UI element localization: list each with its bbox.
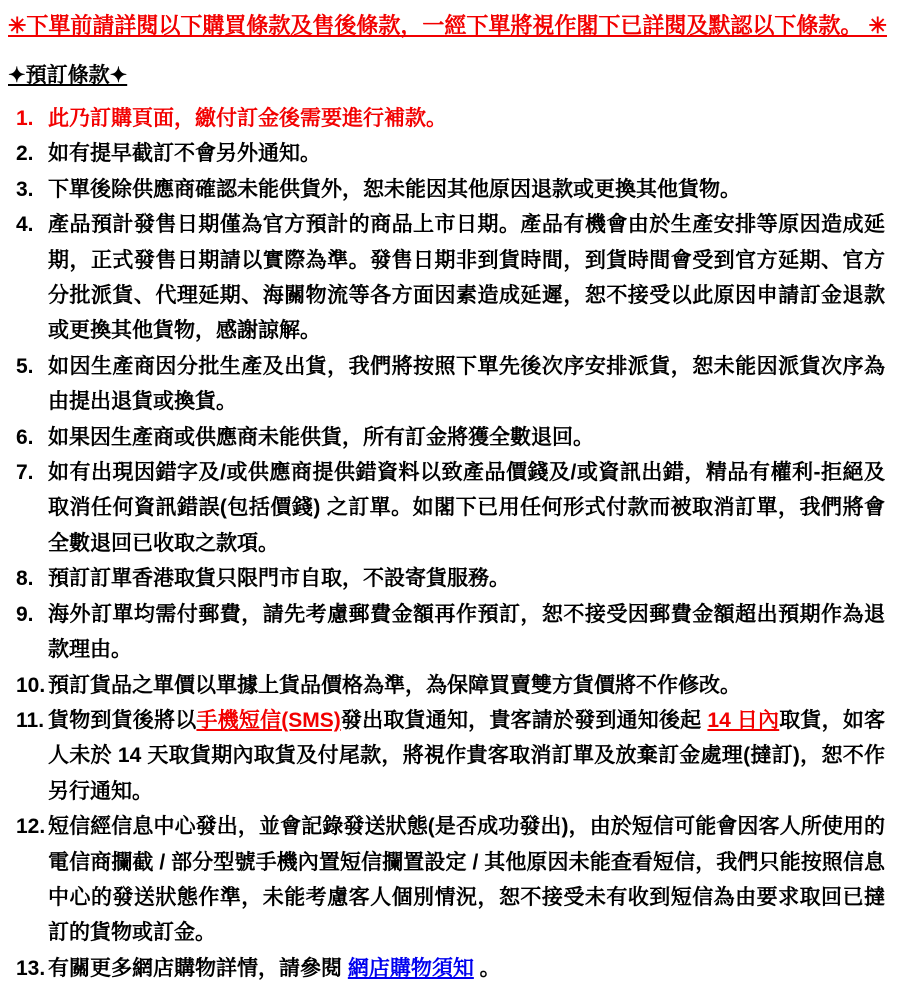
sms-notice-highlight: 手機短信(SMS) — [196, 708, 341, 732]
term-text-segment: 。 — [473, 956, 501, 980]
term-item — [8, 420, 885, 455]
term-item — [8, 809, 885, 951]
term-item-text — [48, 957, 501, 980]
term-item-number: 1. — [16, 107, 34, 130]
term-item-number: 12. — [16, 815, 46, 839]
term-item-text — [48, 709, 885, 803]
term-item-number: 2. — [16, 142, 34, 166]
term-item-text — [48, 426, 594, 449]
section-title-preorder-terms: ✦預訂條款✦ — [8, 64, 128, 87]
term-item-number: 6. — [16, 425, 34, 449]
pickup-deadline-highlight: 14 日內 — [707, 708, 780, 732]
term-item-text — [48, 461, 885, 555]
term-item-text — [48, 213, 885, 342]
term-item-text — [48, 603, 885, 661]
term-text-segment: 有關更多網店購物詳情，請參閱 — [48, 956, 348, 980]
term-item-number: 11. — [16, 708, 45, 732]
term-text-segment: 取貨，如客人未於 14 天取貨期內取貨及付尾款，將視作貴客取消訂單及放棄訂金處理(撻訂)，恕不作另行通知。 — [48, 708, 886, 803]
term-text-segment: 產品預計發售日期僅為官方預計的商品上市日期。產品有機會由於生產安排等原因造成延期，正式發售日期請以實際為準。發售日期非到貨時間，到貨時間會受到官方延期、官方分批派貨、代理延期、海關物流等各方面因素造成延遲，恕不接受以此原因申請訂金退款或更換其他貨物，感謝諒解。 — [48, 213, 885, 343]
store-shopping-notice-link[interactable]: 網店購物須知 — [347, 956, 474, 980]
term-item-text — [48, 674, 741, 697]
term-item — [8, 561, 885, 596]
term-item — [8, 349, 885, 420]
term-text-segment: 貨物到貨後將以 — [48, 708, 197, 732]
term-item-number: 8. — [16, 567, 34, 591]
term-text-segment: 下單後除供應商確認未能供貨外，恕未能因其他原因退款或更換其他貨物。 — [48, 177, 741, 201]
term-text-segment: 此乃訂購頁面，繳付訂金後需要進行補款。 — [48, 107, 447, 130]
term-item — [8, 703, 885, 809]
term-text-segment: 如果因生產商或供應商未能供貨，所有訂金將獲全數退回。 — [48, 425, 594, 449]
term-text-segment: 發出取貨通知，貴客請於發到通知後起 — [340, 708, 708, 732]
term-item — [8, 455, 885, 561]
term-item-number: 4. — [16, 213, 34, 237]
term-text-segment: 預訂貨品之單價以單據上貨品價格為準，為保障買賣雙方貨價將不作修改。 — [48, 673, 741, 697]
term-item-number: 13. — [16, 956, 46, 980]
term-item — [8, 136, 885, 171]
term-item — [8, 668, 885, 703]
term-item — [8, 951, 885, 986]
term-item-text — [48, 142, 321, 165]
term-item — [8, 597, 885, 668]
term-text-segment: 如因生產商因分批生產及出貨，我們將按照下單先後次序安排派貨，恕未能因派貨次序為由提出退貨或換貨。 — [48, 354, 885, 414]
term-item-text — [48, 107, 447, 130]
term-item-text — [48, 815, 885, 944]
term-item-text — [48, 355, 885, 413]
terms-list — [8, 101, 885, 986]
term-item-text — [48, 567, 510, 590]
term-item — [8, 207, 885, 349]
term-item — [8, 172, 885, 207]
term-text-segment: 海外訂單均需付郵費，請先考慮郵費金額再作預訂，恕不接受因郵費金額超出預期作為退款理由。 — [48, 602, 885, 662]
term-item — [8, 101, 885, 136]
term-text-segment: 預訂訂單香港取貨只限門市自取，不設寄貨服務。 — [48, 567, 510, 591]
pre-order-warning-header: ✳下單前請詳閱以下購買條款及售後條款，一經下單將視作閣下已詳閱及默認以下條款。 ✳ — [8, 13, 887, 38]
term-item-number: 5. — [16, 354, 34, 378]
term-item-number: 7. — [16, 461, 34, 485]
term-item-number: 10. — [16, 673, 46, 697]
term-text-segment: 短信經信息中心發出，並會記錄發送狀態(是否成功發出)，由於短信可能會因客人所使用的電信商攔截 / 部分型號手機內置短信攔置設定 / 其他原因未能查看短信，我們只能按照信息中心的發送狀態作準，未能考慮客人個別情況，恕不接受未有收到短信為由要求取回已撻訂的貨物或訂金。 — [48, 815, 885, 945]
term-item-text — [48, 178, 741, 201]
term-text-segment: 如有出現因錯字及/或供應商提供錯資料以致產品價錢及/或資訊出錯，精品有權利-拒絕及取消任何資訊錯誤(包括價錢) 之訂單。如閣下已用任何形式付款而被取消訂單，我們將會全數退回已收取之款項。 — [48, 461, 885, 555]
term-text-segment: 如有提早截訂不會另外通知。 — [48, 142, 321, 166]
term-item-number: 3. — [16, 177, 34, 201]
term-item-number: 9. — [16, 602, 34, 626]
